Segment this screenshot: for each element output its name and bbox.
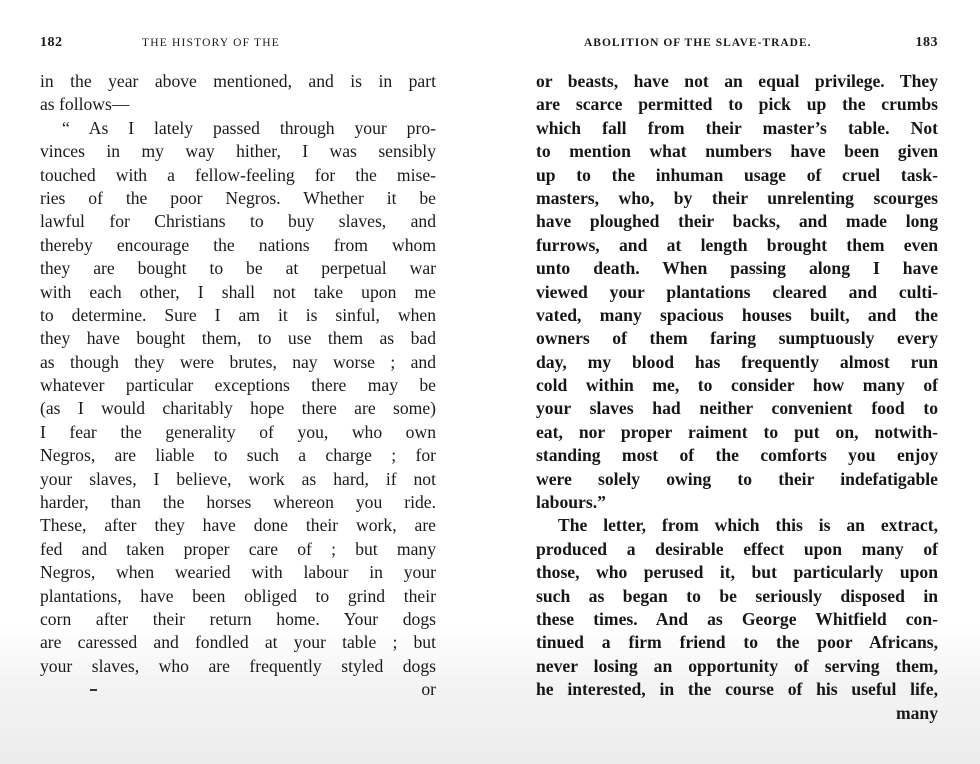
left-page-number: 182 bbox=[40, 35, 63, 50]
text-line: in the year above mentioned, and is in part bbox=[40, 71, 436, 91]
text-line: Negros, when wearied with labour in your bbox=[40, 562, 436, 583]
text-line: viewed your plantations cleared and culti- bbox=[536, 281, 938, 302]
text-line: corn after their return home. Your dogs bbox=[40, 608, 436, 629]
text-line: Negros, are liable to such a charge ; for bbox=[40, 445, 436, 466]
text-line: standing most of the comforts you enjoy bbox=[536, 445, 938, 466]
text-line: vated, many spacious houses built, and the bbox=[536, 304, 938, 325]
text-line: with each other, I shall not take upon me bbox=[40, 281, 436, 302]
text-line: day, my blood has frequently almost run bbox=[536, 351, 938, 372]
text-line: (as I would charitably hope there are some) bbox=[40, 398, 436, 419]
right-text-block bbox=[536, 70, 938, 725]
text-line: owners of them faring sumptuously every bbox=[536, 328, 938, 349]
left-running-head bbox=[40, 35, 436, 55]
text-line: are caressed and fondled at your table ; but bbox=[40, 632, 436, 653]
right-catchword: many bbox=[895, 702, 938, 723]
text-line: have ploughed their backs, and made long bbox=[536, 211, 938, 232]
text-line: never losing an opportunity of serving them, bbox=[536, 655, 938, 676]
text-line: he interested, in the course of his useful life, bbox=[536, 679, 938, 700]
text-line: your slaves had neither convenient food to bbox=[536, 398, 938, 419]
text-line: These, after they have done their work, are bbox=[40, 515, 436, 536]
left-page bbox=[40, 0, 436, 764]
text-line: The letter, from which this is an extract, bbox=[558, 515, 938, 536]
text-line: to mention what numbers have been given bbox=[536, 141, 938, 162]
text-line: unto death. When passing along I have bbox=[536, 258, 938, 279]
left-catchword bbox=[40, 678, 436, 701]
text-line: eat, nor proper raiment to put on, notwith- bbox=[536, 421, 938, 442]
text-line: these times. And as George Whitfield con- bbox=[536, 608, 938, 629]
text-line: they have bought them, to use them as bad bbox=[40, 328, 436, 349]
text-line: harder, than the horses whereon you ride. bbox=[40, 492, 436, 513]
text-line: whatever particular exceptions there may be bbox=[40, 375, 436, 396]
text-line: were solely owing to their indefatigable bbox=[536, 468, 938, 489]
text-line: to determine. Sure I am it is sinful, when bbox=[40, 304, 436, 325]
right-page bbox=[536, 0, 938, 764]
text-line: thereby encourage the nations from whom bbox=[40, 234, 436, 255]
text-line: vinces in my way hither, I was sensibly bbox=[40, 141, 436, 162]
right-running-title: ABOLITION OF THE SLAVE-TRADE. bbox=[584, 37, 812, 49]
text-line: masters, who, by their unrelenting scourges bbox=[536, 187, 938, 208]
text-line: your slaves, who are frequently styled dogs bbox=[40, 655, 436, 676]
left-text-block bbox=[40, 70, 436, 702]
text-line: which fall from their master’s table. Not bbox=[536, 117, 938, 138]
text-line: lawful for Christians to buy slaves, and bbox=[40, 211, 436, 232]
right-page-number: 183 bbox=[915, 35, 938, 50]
text-line: touched with a fellow-feeling for the mise- bbox=[40, 164, 436, 185]
text-line: furrows, and at length brought them even bbox=[536, 234, 938, 255]
text-line: labours.” bbox=[536, 492, 606, 513]
left-catchword-text: or bbox=[421, 679, 436, 700]
text-line: “ As I lately passed through your pro- bbox=[62, 117, 436, 138]
text-line: they are bought to be at perpetual war bbox=[40, 258, 436, 279]
text-line: plantations, have been obliged to grind their bbox=[40, 585, 436, 606]
text-line: those, who perused it, but particularly upon bbox=[536, 562, 938, 583]
ink-mark bbox=[90, 689, 97, 691]
text-line: tinued a firm friend to the poor Africans, bbox=[536, 632, 938, 653]
text-line: such as began to be seriously disposed in bbox=[536, 585, 938, 606]
text-line: ries of the poor Negros. Whether it be bbox=[40, 187, 436, 208]
text-line: I fear the generality of you, who own bbox=[40, 421, 436, 442]
text-line: are scarce permitted to pick up the crumbs bbox=[536, 94, 938, 115]
left-running-title: THE HISTORY OF THE bbox=[142, 37, 280, 49]
right-running-head bbox=[536, 35, 938, 55]
text-line: as though they were brutes, nay worse ; and bbox=[40, 351, 436, 372]
text-line: fed and taken proper care of ; but many bbox=[40, 538, 436, 559]
text-line: your slaves, I believe, work as hard, if not bbox=[40, 468, 436, 489]
text-line: produced a desirable effect upon many of bbox=[536, 538, 938, 559]
text-line: up to the inhuman usage of cruel task- bbox=[536, 164, 938, 185]
text-line: or beasts, have not an equal privilege. They bbox=[536, 71, 938, 91]
text-line: as follows— bbox=[40, 94, 130, 115]
text-line: cold within me, to consider how many of bbox=[536, 375, 938, 396]
